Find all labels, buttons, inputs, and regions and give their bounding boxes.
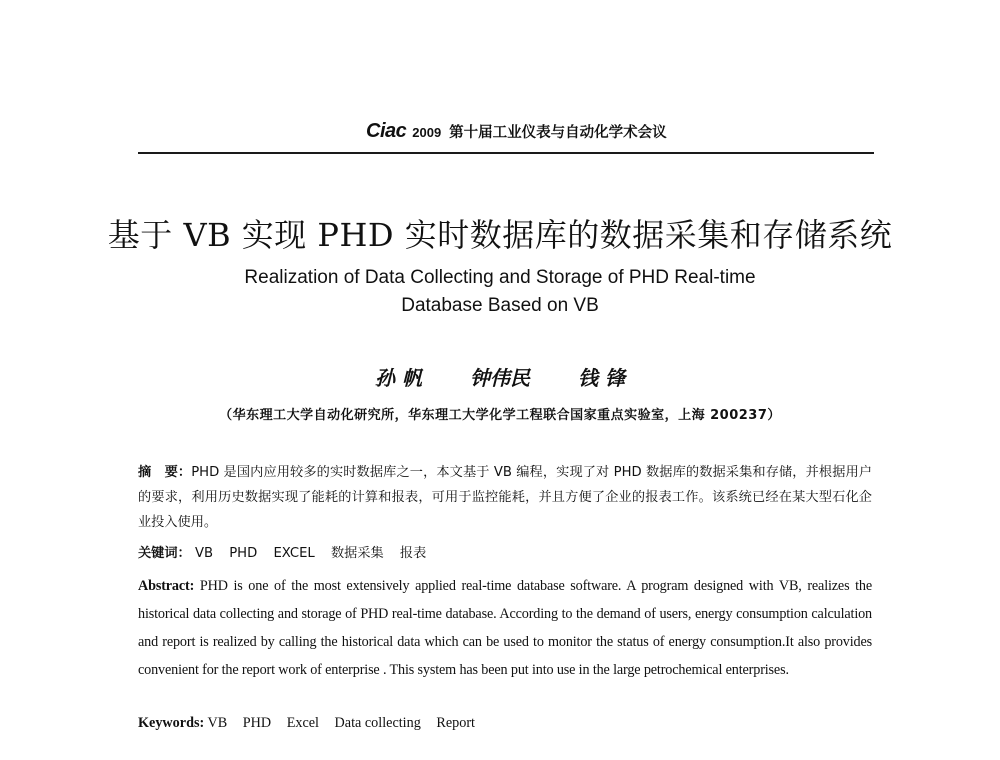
keywords-en-label: Keywords: bbox=[138, 715, 205, 731]
keyword-cn: EXCEL bbox=[273, 546, 315, 561]
author: 钱 锋 bbox=[578, 366, 625, 390]
conference-header bbox=[138, 110, 874, 154]
abstract-en-label: Abstract: bbox=[138, 578, 195, 594]
keywords-cn bbox=[138, 543, 872, 565]
keyword-en: Excel bbox=[286, 715, 319, 731]
author: 孙 帆 bbox=[375, 366, 422, 390]
conference-name: 第十届工业仪表与自动化学术会议 bbox=[449, 125, 667, 141]
affiliation: （华东理工大学自动化研究所，华东理工大学化学工程联合国家重点实验室，上海 200237） bbox=[219, 408, 781, 423]
keyword-en: PHD bbox=[242, 715, 272, 731]
paper-title-en bbox=[0, 264, 1000, 320]
author: 钟伟民 bbox=[470, 366, 530, 390]
abstract-en bbox=[138, 572, 872, 684]
keywords-cn-label: 关键词： bbox=[138, 546, 191, 561]
keywords-en bbox=[138, 712, 872, 734]
keyword-cn: PHD bbox=[229, 546, 258, 561]
abstract-cn-text: PHD 是国内应用较多的实时数据库之一，本文基于 VB 编程，实现了对 PHD 数据库的数据采集和存储，并根据用户的要求，利用历史数据实现了能耗的计算和报表，可用于监控能耗，并且方便了企业的报表工作。该系统已经在某大型石化企业投入使用。 bbox=[138, 465, 873, 530]
conference-year: 2009 bbox=[412, 125, 442, 140]
paper-title-cn: 基于 VB 实现 PHD 实时数据库的数据采集和存储系统 bbox=[107, 216, 893, 254]
keyword-en: Data collecting bbox=[334, 715, 421, 731]
conference-logo: Ciac bbox=[366, 120, 407, 142]
paper-title-en-line2: Database Based on VB bbox=[401, 295, 599, 316]
keyword-cn: 报表 bbox=[399, 546, 427, 561]
author-list bbox=[0, 362, 1000, 391]
abstract-cn-label: 摘 要： bbox=[138, 465, 192, 480]
keyword-cn: VB bbox=[194, 546, 214, 561]
paper-title-en-line1: Realization of Data Collecting and Storage of PHD Real-time bbox=[244, 267, 756, 288]
keyword-cn: 数据采集 bbox=[330, 546, 384, 561]
abstract-cn bbox=[138, 460, 872, 535]
keyword-en: Report bbox=[436, 715, 475, 731]
keyword-en: VB bbox=[207, 715, 228, 731]
abstract-en-text: PHD is one of the most extensively applied real-time database software. A program designed with VB, realizes the historical data collecting and storage of PHD real-time database. According to the demand of users, energy consumption calculation and report is realized by calling the historical data which can be used to monitor the status of energy consumption.It also provides convenient for the report work of enterprise . This system has been put into use in the large petrochemical enterprises. bbox=[138, 578, 873, 678]
